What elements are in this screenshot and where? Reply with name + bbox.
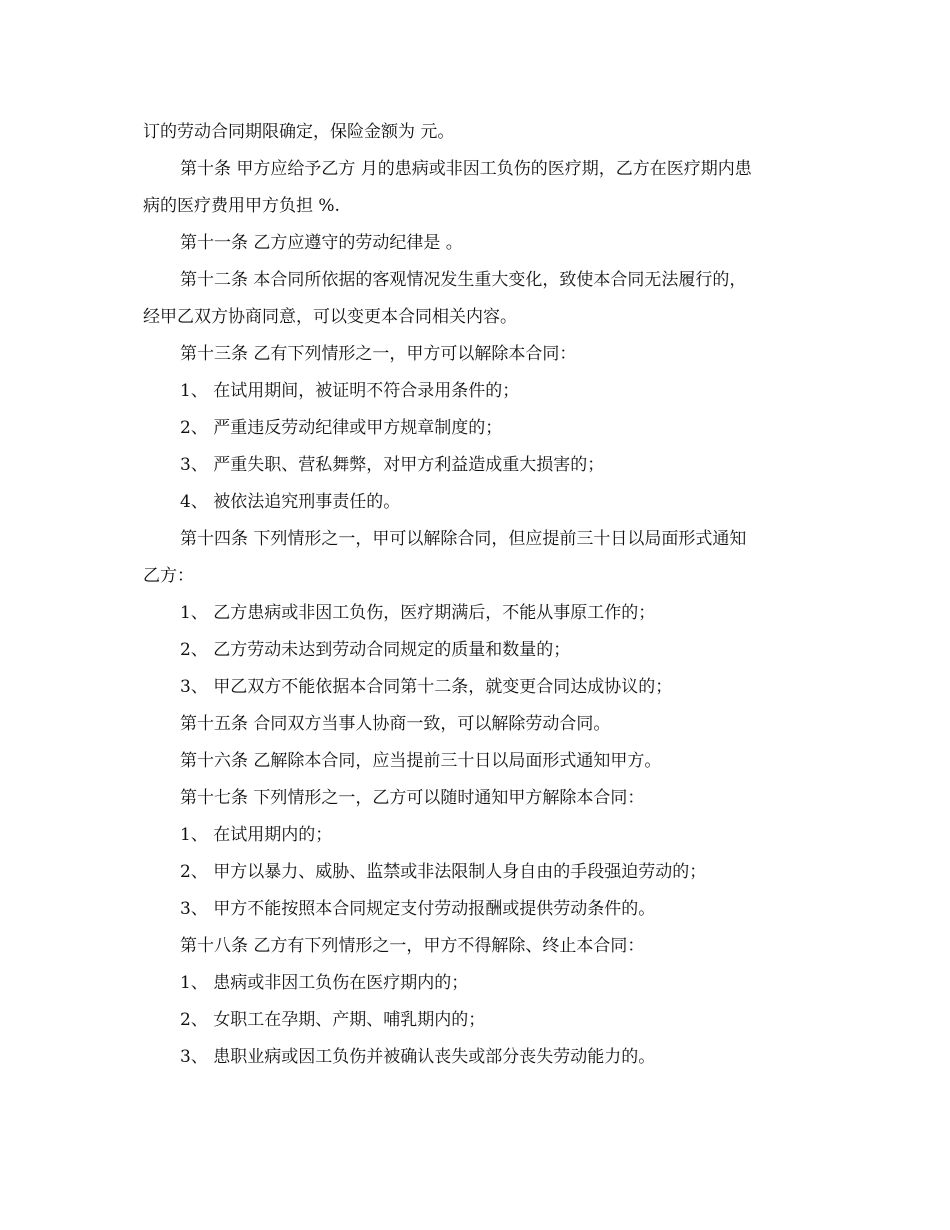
list-item: 1、 乙方患病或非因工负伤，医疗期满后，不能从事原工作的； <box>180 603 656 623</box>
list-item: 4、 被依法追究刑事责任的。 <box>180 492 401 512</box>
text-line: 第十五条 合同双方当事人协商一致，可以解除劳动合同。 <box>180 714 611 734</box>
text-line: 第十二条 本合同所依据的客观情况发生重大变化，致使本合同无法履行的， <box>180 270 747 290</box>
text-line: 第十四条 下列情形之一，甲可以解除合同，但应提前三十日以局面形式通知 <box>180 529 747 549</box>
list-item: 3、 甲方不能按照本合同规定支付劳动报酬或提供劳动条件的。 <box>180 899 656 919</box>
text-line: 第十七条 下列情形之一，乙方可以随时通知甲方解除本合同： <box>180 788 645 808</box>
list-item: 2、 严重违反劳动纪律或甲方规章制度的； <box>180 418 503 438</box>
text-line: 第十条 甲方应给予乙方 月的患病或非因工负伤的医疗期，乙方在医疗期内患 <box>180 159 752 179</box>
text-line: 病的医疗费用甲方负担 %. <box>143 196 340 216</box>
list-item: 3、 患职业病或因工负伤并被确认丧失或部分丧失劳动能力的。 <box>180 1047 656 1067</box>
text-line: 第十六条 乙解除本合同，应当提前三十日以局面形式通知甲方。 <box>180 751 662 771</box>
list-item: 2、 甲方以暴力、威胁、监禁或非法限制人身自由的手段强迫劳动的； <box>180 862 707 882</box>
text-line: 第十八条 乙方有下列情形之一，甲方不得解除、终止本合同： <box>180 936 645 956</box>
document-body <box>143 114 813 1076</box>
text-line: 第十一条 乙方应遵守的劳动纪律是 。 <box>180 233 463 253</box>
list-item: 2、 女职工在孕期、产期、哺乳期内的； <box>180 1010 486 1030</box>
list-item: 1、 在试用期间，被证明不符合录用条件的； <box>180 381 520 401</box>
list-item: 1、 患病或非因工负伤在医疗期内的； <box>180 973 469 993</box>
text-line: 乙方： <box>143 566 194 586</box>
text-line: 第十三条 乙有下列情形之一，甲方可以解除本合同： <box>180 344 577 364</box>
text-line: 经甲乙双方协商同意，可以变更本合同相关内容。 <box>143 307 517 327</box>
text-line: 订的劳动合同期限确定，保险金额为 元。 <box>143 122 455 142</box>
list-item: 1、 在试用期内的； <box>180 825 333 845</box>
list-item: 2、 乙方劳动未达到劳动合同规定的质量和数量的； <box>180 640 571 660</box>
list-item: 3、 严重失职、营私舞弊，对甲方利益造成重大损害的； <box>180 455 605 475</box>
list-item: 3、 甲乙双方不能依据本合同第十二条，就变更合同达成协议的； <box>180 677 673 697</box>
